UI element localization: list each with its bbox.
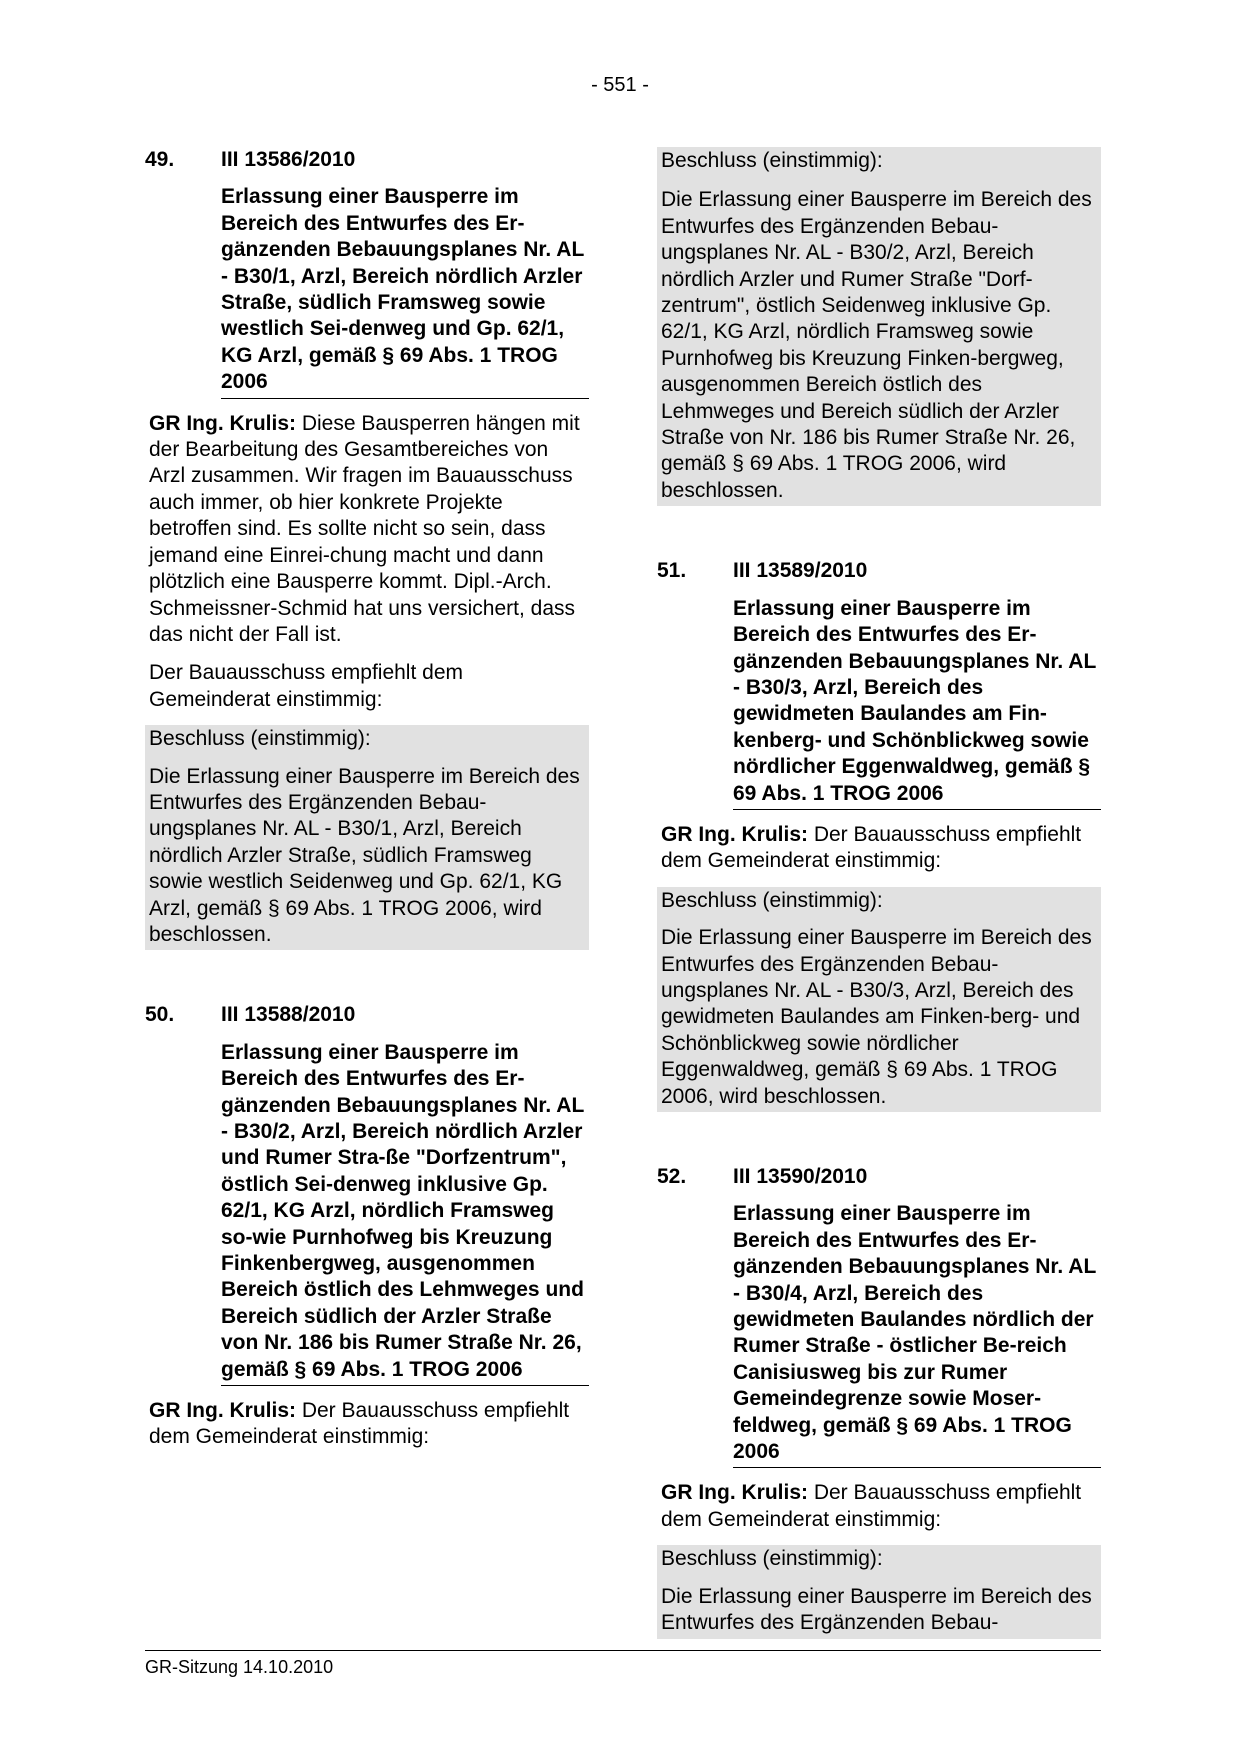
item-number: 50. [145,1003,175,1027]
agenda-item-50-continued [657,147,1101,506]
page-number: - 551 - [591,74,649,96]
speaker-name: GR Ing. Krulis: [661,1481,808,1505]
agenda-item-49 [145,147,589,950]
beschluss-text-box [657,175,1101,506]
item-title: Erlassung einer Bausperre im Bereich des Entwurfes des Er-gänzenden Bebauungsplanes Nr. AL - B30/3, Arzl, Bereich des gewidmeten Baulandes am Fin-kenberg- und Schönblickweg sowie nördlicher Eggenwaldweg, gemäß § 69 Abs. 1 TROG 2006 [733,596,1101,810]
beschluss-text: Die Erlassung einer Bausperre im Bereich des Entwurfes des Ergänzenden Bebau- [661,1584,1092,1635]
beschluss-label-box [145,725,589,753]
statement [145,411,589,649]
agenda-item-51 [657,558,1101,1112]
beschluss-label: Beschluss (einstimmig): [661,149,883,172]
beschluss-text-box [657,1574,1101,1639]
item-title: Erlassung einer Bausperre im Bereich des Entwurfes des Er-gänzenden Bebauungsplanes Nr. AL - B30/4, Arzl, Bereich des gewidmeten Baulandes nördlich der Rumer Straße - östlicher Be-reich Canisiusweg bis zur Rumer Gemeindegrenze sowie Moser-feldweg, gemäß § 69 Abs. 1 TROG 2006 [733,1201,1101,1468]
agenda-item-52 [657,1164,1101,1639]
item-title: Erlassung einer Bausperre im Bereich des Entwurfes des Er-gänzenden Bebauungsplanes Nr. AL - B30/2, Arzl, Bereich nördlich Arzler und Rumer Stra-ße "Dorfzentrum", östlich Sei-denweg inklusive Gp. 62/1, KG Arzl, nördlich Framsweg so-wie Purnhofweg bis Kreuzung Finkenbergweg, ausgenommen Bereich östlich des Lehmweges und Bereich südlich der Arzler Straße von Nr. 186 bis Rumer Straße Nr. 26, gemäß § 69 Abs. 1 TROG 2006 [221,1040,589,1386]
item-number: 52. [657,1165,687,1188]
item-reference: III 13586/2010 [221,148,356,171]
right-column [657,147,1101,1639]
beschluss-text: Die Erlassung einer Bausperre im Bereich des Entwurfes des Ergänzenden Bebau-ungsplanes Nr. AL - B30/2, Arzl, Bereich nördlich Arzler und Rumer Straße "Dorf-zentrum", östlich Seidenweg inklusive Gp. 62/1, KG Arzl, nördlich Framsweg sowie Purnhofweg bis Kreuzung Finken-bergweg, ausgenommen Bereich östlich des Lehmweges und Bereich südlich der Arzler Straße von Nr. 186 bis Rumer Straße Nr. 26, gemäß § 69 Abs. 1 TROG 2006, wird beschlossen. [661,188,1092,502]
left-column [145,147,589,1451]
beschluss-label-box [657,1545,1101,1573]
item-heading [145,147,589,173]
beschluss-text: Die Erlassung einer Bausperre im Bereich des Entwurfes des Ergänzenden Bebau-ungsplanes Nr. AL - B30/1, Arzl, Bereich nördlich Arzler Straße, südlich Framsweg sowie westlich Seidenweg und Gp. 62/1, KG Arzl, gemäß § 69 Abs. 1 TROG 2006, wird beschlossen. [149,764,580,946]
statement [657,1480,1101,1533]
item-reference: III 13590/2010 [733,1165,868,1188]
item-reference: III 13588/2010 [221,1003,356,1027]
statement [657,822,1101,875]
statement-text: Diese Bausperren hängen mit der Bearbeitung des Gesamtbereiches von Arzl zusammen. Wir fragen im Bauausschuss auch immer, ob hier konkrete Projekte betroffen sind. Es sollte nicht so sein, dass jemand eine Einrei-chung macht und dann plötzlich eine Bausperre kommt. Dipl.-Arch. Schmeissner-Schmid hat uns versichert, dass das nicht der Fall ist. [149,411,580,646]
beschluss-label-box [657,887,1101,915]
speaker-name: GR Ing. Krulis: [661,822,808,846]
item-number: 49. [145,148,175,171]
statement-text: Der Bauausschuss empfiehlt dem Gemeinderat einstimmig: [661,1481,1082,1531]
statement [145,1398,589,1451]
footer-divider [145,1650,1101,1651]
statement-text: Der Bauausschuss empfiehlt dem Gemeinderat einstimmig: [661,822,1082,873]
item-number: 51. [657,559,687,583]
beschluss-text-box [657,915,1101,1112]
beschluss-label: Beschluss (einstimmig): [661,888,883,912]
footer-text: GR-Sitzung 14.10.2010 [145,1657,334,1677]
beschluss-text-box [145,754,589,951]
beschluss-label: Beschluss (einstimmig): [149,727,371,751]
beschluss-text: Die Erlassung einer Bausperre im Bereich des Entwurfes des Ergänzenden Bebau-ungsplanes Nr. AL - B30/3, Arzl, Bereich des gewidmeten Baulandes am Finken-berg- und Schönblickweg sowie nördlicher Eggenwaldweg, gemäß § 69 Abs. 1 TROG 2006, wird beschlossen. [661,926,1092,1108]
speaker-name: GR Ing. Krulis: [149,1399,296,1423]
item-heading [145,1002,589,1028]
statement-text: Der Bauausschuss empfiehlt dem Gemeinderat einstimmig: [149,1399,570,1449]
item-heading [657,1164,1101,1190]
beschluss-label: Beschluss (einstimmig): [661,1547,883,1571]
recommendation: Der Bauausschuss empfiehlt dem Gemeinderat einstimmig: [149,661,463,711]
item-title: Erlassung einer Bausperre im Bereich des Entwurfes des Er-gänzenden Bebauungsplanes Nr. AL - B30/1, Arzl, Bereich nördlich Arzler Straße, südlich Framsweg sowie westlich Sei-denweg und Gp. 62/1, KG Arzl, gemäß § 69 Abs. 1 TROG 2006 [221,184,589,398]
item-reference: III 13589/2010 [733,559,868,583]
beschluss-label-box [657,147,1101,175]
agenda-item-50 [145,1002,589,1451]
speaker-name: GR Ing. Krulis: [149,411,296,435]
item-heading [657,558,1101,584]
